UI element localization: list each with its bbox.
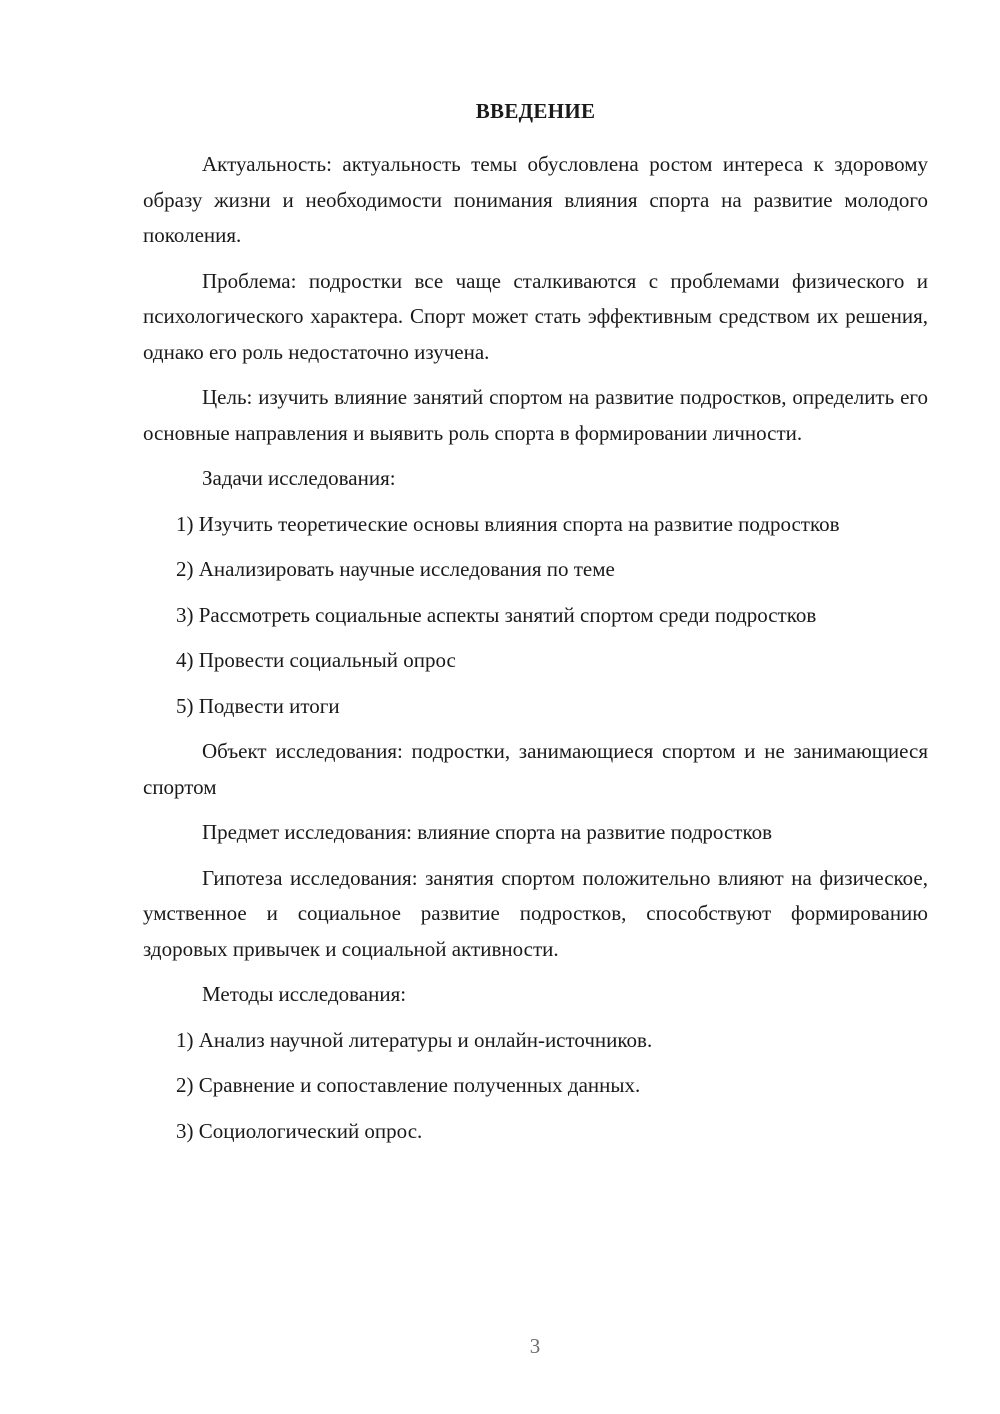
tasks-title: Задачи исследования:	[202, 466, 396, 490]
methods-title: Методы исследования:	[202, 982, 407, 1006]
page-number: 3	[529, 1334, 541, 1358]
tasks-list	[143, 507, 928, 725]
list-item: 5) Подвести итоги	[176, 693, 340, 718]
relevance-paragraph: Актуальность: актуальность темы обусловлена ростом интереса к здоровому образу жизни и необходимости понимания влияния спорта на развитие молодого поколения.	[143, 152, 928, 247]
list-item: 1) Анализ научной литературы и онлайн-источников.	[176, 1027, 653, 1052]
subject-paragraph: Предмет исследования: влияние спорта на развитие подростков	[202, 820, 773, 844]
object-paragraph: Объект исследования: подростки, занимающиеся спортом и не занимающиеся спортом	[143, 739, 928, 799]
list-item: 1) Изучить теоретические основы влияния спорта на развитие подростков	[176, 511, 840, 536]
page-content	[143, 94, 928, 1159]
list-item: 2) Анализировать научные исследования по теме	[176, 557, 615, 581]
list-item: 3) Социологический опрос.	[176, 1118, 423, 1143]
methods-list	[143, 1023, 928, 1150]
list-item: 2) Сравнение и сопоставление полученных данных.	[176, 1073, 641, 1097]
goal-paragraph: Цель: изучить влияние занятий спортом на развитие подростков, определить его основные направления и выявить роль спорта в формировании личности.	[143, 385, 928, 445]
list-item: 4) Провести социальный опрос	[176, 648, 456, 672]
list-item: 3) Рассмотреть социальные аспекты занятий спортом среди подростков	[176, 602, 817, 627]
problem-paragraph: Проблема: подростки все чаще сталкиваются с проблемами физического и психологического характера. Спорт может стать эффективным средством их решения, однако его роль недостаточно изучена.	[143, 268, 928, 364]
hypothesis-paragraph: Гипотеза исследования: занятия спортом положительно влияют на физическое, умственное и социальное развитие подростков, способствуют формированию здоровых привычек и социальной активности.	[143, 865, 928, 961]
section-heading: ВВЕДЕНИЕ	[475, 99, 596, 123]
